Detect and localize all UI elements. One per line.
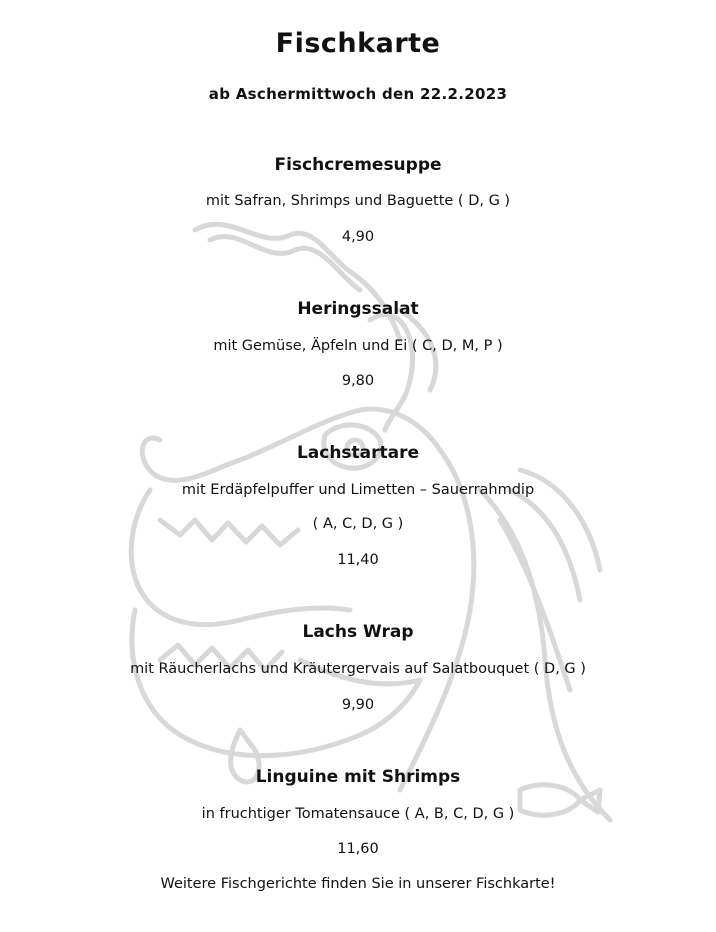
dish-price: 11,60 bbox=[337, 841, 379, 857]
menu-subtitle: ab Aschermittwoch den 22.2.2023 bbox=[208, 85, 508, 103]
dish-description: mit Erdäpfelpuffer und Limetten – Sauerrahmdip bbox=[181, 482, 535, 498]
dish-price: 4,90 bbox=[341, 229, 375, 245]
dish-description: mit Safran, Shrimps und Baguette ( D, G ) bbox=[205, 193, 511, 209]
dish-description: in fruchtiger Tomatensauce ( A, B, C, D, G ) bbox=[201, 806, 515, 822]
menu-footer-note: Weitere Fischgerichte finden Sie in unserer Fischkarte! bbox=[160, 876, 556, 892]
dish-price: 9,90 bbox=[341, 697, 375, 713]
dish-name: Lachstartare bbox=[296, 443, 420, 463]
dish-name: Lachs Wrap bbox=[302, 622, 414, 642]
dish-description: mit Räucherlachs und Kräutergervais auf Salatbouquet ( D, G ) bbox=[130, 661, 586, 677]
dish-name: Linguine mit Shrimps bbox=[255, 767, 461, 787]
dish-description: mit Gemüse, Äpfeln und Ei ( C, D, M, P ) bbox=[213, 338, 503, 354]
dish-name: Heringssalat bbox=[297, 299, 419, 319]
dish-allergens: ( A, C, D, G ) bbox=[312, 516, 404, 532]
menu-title: Fischkarte bbox=[275, 28, 441, 59]
dish-price: 9,80 bbox=[341, 373, 375, 389]
dish-price: 11,40 bbox=[337, 552, 379, 568]
dish-name: Fischcremesuppe bbox=[274, 155, 442, 175]
